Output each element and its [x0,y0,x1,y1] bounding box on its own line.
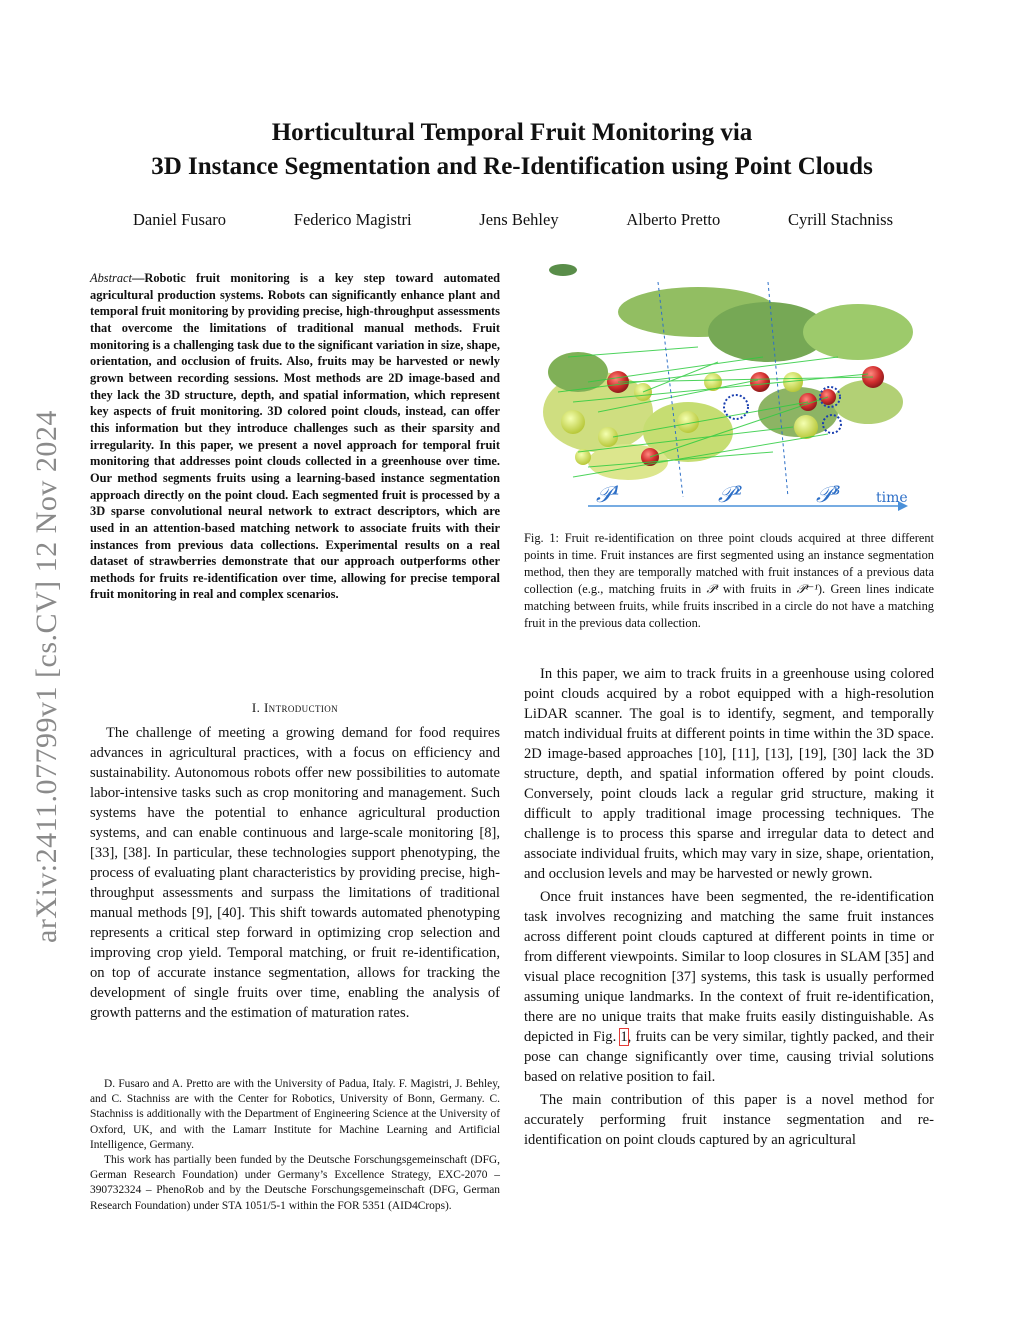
section-number: I. [251,700,264,715]
paragraph: The main contribution of this paper is a novel method for accurately performing fruit instance segmentation and re-identification on point clouds captured by an agricultural [524,1092,934,1148]
footnotes [90,1077,500,1214]
section-title: Introduction [263,700,339,715]
section-heading [90,700,500,716]
figure-reference-link[interactable]: 1 [620,1029,628,1045]
foliage [543,264,913,480]
figure-caption [524,530,934,631]
caption-text: Fruit re-identification on three point clouds acquired at three different points in time. Fruit instances are first segmented using an instance segmentation method, then they are temporally matched with fruit instances of a previous data collection (e.g., matching fruits in [524,531,934,596]
right-column-body [524,664,934,1150]
paper-title [0,116,1024,184]
author: Jens Behley [479,210,559,229]
math-pt-minus-1: 𝒫ᵗ⁻¹ [796,581,818,596]
introduction-body [90,723,500,1023]
figure-1 [538,262,918,524]
cloud-label-p1: 𝒫¹ [596,483,621,508]
math-pt: 𝒫ᵗ [706,581,718,596]
time-axis [588,501,908,511]
paragraph-text: Once fruit instances have been segmented, the re-identification task involves recognizing and matching the same fruit instances across different point clouds captured at different points in time or from different viewpoints. Similar to loop closures in SLAM [35] and visual place recognition [37] systems, this task is usually performed assuming unique landmarks. In the context of fruit re-identification, there are no unique traits that make fruits easily distinguishable. As depicted in Fig. [524,889,934,1045]
footnote-affiliations: D. Fusaro and A. Pretto are with the University of Padua, Italy. F. Magistri, J. Behley, and C. Stachniss are with the Center for Robotics, University of Bonn, Germany. C. Stachniss is additionally with the Department of Engineering Science at the University of Oxford, UK, and with the Lamarr Institute for Machine Learning and Artificial Intelligence, Germany. [90,1078,500,1151]
caption-text: ). Green lines indicate matching between fruits, while fruits inscribed in a circle do not have a matching fruit in the previous data collection. [524,581,935,630]
author: Federico Magistri [293,210,412,229]
author: Alberto Pretto [626,210,721,229]
paragraph [524,887,934,1087]
paragraph: The challenge of meeting a growing demand for food requires advances in agricultural practices, with a focus on efficiency and sustainability. Autonomous robots offer new possibilities to automate labor-intensive tasks such as crop monitoring and management. Such systems have the potential to enhance agricultural production systems, and can enable continuous and large-scale monitoring [8], [33], [38]. In particular, these technologies support phenotyping, the process of evaluating plant characteristics by providing precise, high-throughput assessments and surpass the limitations of traditional manual methods [9], [40]. This shift towards automated phenotyping represents a critical step forward in optimizing crop selection and improving crop yield. Temporal matching, or fruit re-identification, on top of accurate instance segmentation, allows for tracking the development of single fruits over time, enabling the analysis of growth patterns and the estimation of maturation rates. [90,725,500,1021]
arxiv-identifier[interactable]: arXiv:2411.07799v1 [cs.CV] 12 Nov 2024 [30,410,63,943]
abstract-text: Robotic fruit monitoring is a key step toward automated agricultural production systems. Robots can significantly enhance plant and temporal fruit monitoring by providing precise, high-throughput assessments that overcome the limitations of traditional manual methods. Fruit monitoring is a challenging task due to the significant variation in size, shape, orientation, and occlusion of fruits. Also, fruits may be harvested or newly grown between recording sessions. Most methods are 2D image-based and they lack the 3D structure, depth, and spatial information, which represent key aspects of fruit monitoring. 3D colored point clouds, instead, can offer this information but they introduce challenges such as their sparsity and irregularity. In this paper, we present a novel approach for temporal fruit monitoring that addresses point clouds collected in a greenhouse over time. Our method segments fruits using a learning-based instance segmentation approach directly on the point cloud. Each segmented fruit is processed by a 3D sparse convolutional neural network to extract descriptors, which are used in an attention-based matching network to associate fruits with their instances from previous data collections. Experimental results on a real dataset of strawberries demonstrate that our approach outperforms other methods for fruits re-identification over time, allowing for precise temporal fruit monitoring in real and complex scenarios. [90,271,500,602]
time-label: time [876,490,908,506]
paragraph-text: , fruits can be very similar, tightly packed, and their pose can change significantly over time, causing trivial solutions based on relative position to fail. [524,1029,934,1085]
footnote-funding: This work has partially been funded by the Deutsche Forschungsgemeinschaft (DFG, German Research Foundation) under Germany’s Excellence Strategy, EXC-2070 – 390732324 – PhenoRob and by the Deutsche Forschungsgemeinschaft (DFG, German Research Foundation) under STA 1051/5-1 within the FOR 5351 (AID4Crops). [90,1154,500,1212]
point-cloud-illustration [538,262,918,524]
cloud-label-p2: 𝒫² [718,483,743,508]
author: Cyrill Stachniss [788,210,893,229]
author: Daniel Fusaro [133,210,227,229]
abstract-label: Abstract [90,271,132,285]
cloud-label-p3: 𝒫³ [816,483,841,508]
author-list [133,210,893,234]
paragraph: In this paper, we aim to track fruits in a greenhouse using colored point clouds acquired by a robot equipped with a high-resolution LiDAR scanner. The goal is to identify, segment, and temporally match individual fruits at different points in time within the 3D space. 2D image-based approaches [10], [11], [13], [19], [30] lack the 3D structure, depth, and spatial information offered by point clouds. Conversely, point clouds lack a regular grid structure, making it difficult to apply traditional image processing techniques. The challenge is to process this sparse and irregular data to detect and associate individual fruits, which may vary in size, shape, orientation, and occlusion levels and may be harvested or newly grown. [524,666,934,882]
abstract [90,270,500,603]
caption-lead: Fig. 1: [524,531,565,545]
title-line-2: 3D Instance Segmentation and Re-Identification using Point Clouds [151,153,873,180]
abstract-dash: — [132,271,145,285]
caption-text: with fruits in [717,581,797,596]
title-line-1: Horticultural Temporal Fruit Monitoring via [271,119,753,146]
